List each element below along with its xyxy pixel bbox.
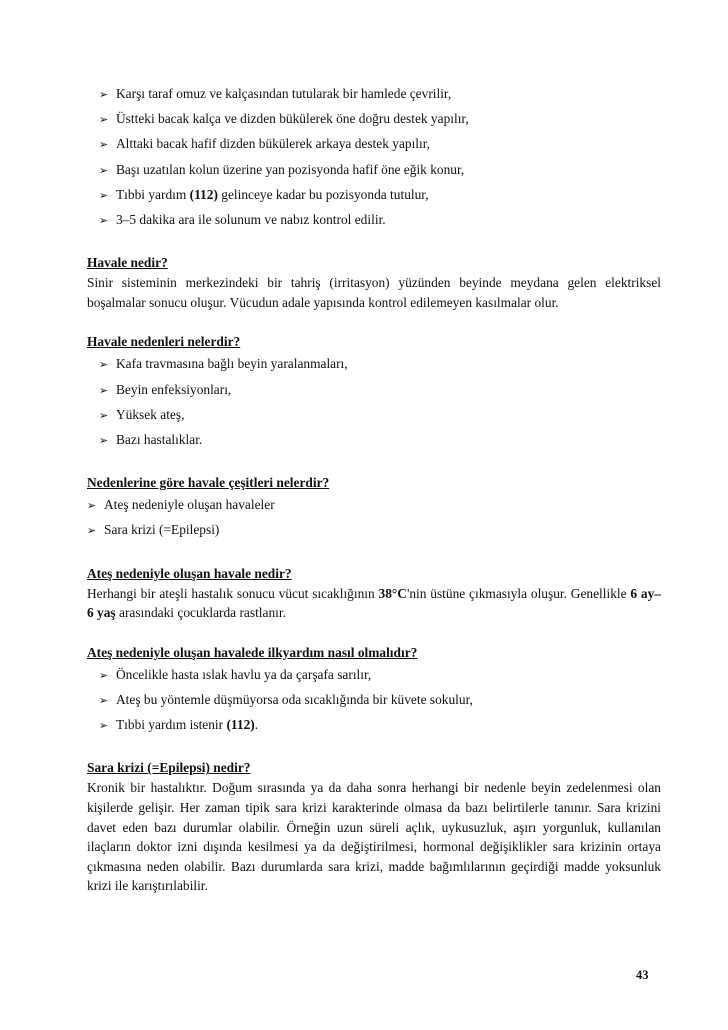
list-item: ➢ Ateş nedeniyle oluşan havaleler <box>87 493 661 518</box>
arrow-bullet-icon: ➢ <box>99 163 109 177</box>
section-heading: Nedenlerine göre havale çeşitleri nelerdir? <box>87 475 330 491</box>
list-item: ➢ Ateş bu yöntemle düşmüyorsa oda sıcaklığında bir küvete sokulur, <box>87 688 661 713</box>
paragraph: Herhangi bir ateşli hastalık sonucu vücut sıcaklığının 38°C'nin üstüne çıkmasıyla oluşur. Genellikle 6 ay–6 yaş arasındaki çocuklarda rastlanır. <box>87 585 661 621</box>
first-aid-list <box>87 663 661 739</box>
page-number: 43 <box>636 968 649 982</box>
list-item: ➢ Karşı taraf omuz ve kalçasından tutularak bir hamlede çevrilir, <box>87 82 661 107</box>
arrow-bullet-icon: ➢ <box>99 668 109 682</box>
list-item: ➢ Sara krizi (=Epilepsi) <box>87 518 661 543</box>
causes-list <box>87 352 661 453</box>
arrow-bullet-icon: ➢ <box>99 694 109 708</box>
arrow-bullet-icon: ➢ <box>99 358 109 372</box>
arrow-bullet-icon: ➢ <box>87 524 97 538</box>
paragraph: Kronik bir hastalıktır. Doğum sırasında ya da daha sonra herhangi bir nedenle beyin zedelenmesi olan kişilerde gelişir. Her zaman tipik sara krizi karakterinde olmasa da bazı belirtilerle tanınır. Sara krizini davet eden bazı durumlar olabilir. Örneğin uzun süreli açlık, uykusuzluk, aşırı yorgunluk, kullanılan ilaçların doktor izni dışında kesilmesi ya da değiştirilmesi, hormonal değişiklikler sara krizinin ortaya çıkmasına neden olabilir. Bazı durumlarda sara krizi, madde bağımlılarının geçirdiği madde yoksunluk krizi ile karıştırılabilir. <box>87 780 661 894</box>
arrow-bullet-icon: ➢ <box>99 88 109 101</box>
arrow-bullet-icon: ➢ <box>99 113 109 127</box>
list-item: ➢ Yüksek ateş, <box>87 403 661 428</box>
list-item: ➢ Beyin enfeksiyonları, <box>87 378 661 403</box>
arrow-bullet-icon: ➢ <box>87 499 97 513</box>
list-item: ➢ Üstteki bacak kalça ve dizden bükülerek öne doğru destek yapılır, <box>87 107 661 132</box>
types-list <box>87 493 661 543</box>
arrow-bullet-icon: ➢ <box>99 383 109 397</box>
list-item: ➢ Kafa travmasına bağlı beyin yaralanmaları, <box>87 352 661 377</box>
document-page <box>87 82 661 896</box>
section-heading: Sara krizi (=Epilepsi) nedir? <box>87 760 251 776</box>
paragraph: Sinir sisteminin merkezindeki bir tahriş (irritasyon) yüzünden beyinde meydana gelen elektriksel boşalmalar sonucu oluşur. Vücudun adale yapısında kontrol edilemeyen kasılmalar olur. <box>87 275 661 310</box>
arrow-bullet-icon: ➢ <box>99 408 109 422</box>
list-item: ➢ Tıbbi yardım istenir (112). <box>87 713 661 738</box>
arrow-bullet-icon: ➢ <box>99 214 109 228</box>
list-item: ➢ Tıbbi yardım (112) gelinceye kadar bu pozisyonda tutulur, <box>87 183 661 208</box>
positioning-steps-list <box>87 82 661 233</box>
arrow-bullet-icon: ➢ <box>99 138 109 152</box>
list-item: ➢ 3–5 dakika ara ile solunum ve nabız kontrol edilir. <box>87 208 661 233</box>
arrow-bullet-icon: ➢ <box>99 188 109 202</box>
arrow-bullet-icon: ➢ <box>99 434 109 448</box>
list-item: ➢ Bazı hastalıklar. <box>87 428 661 453</box>
section-heading: Havale nedenleri nelerdir? <box>87 334 241 350</box>
list-item: ➢ Başı uzatılan kolun üzerine yan pozisyonda hafif öne eğik konur, <box>87 158 661 183</box>
section-heading: Ateş nedeniyle oluşan havalede ilkyardım nasıl olmalıdır? <box>87 644 418 660</box>
list-item: ➢ Öncelikle hasta ıslak havlu ya da çarşafa sarılır, <box>87 663 661 688</box>
section-heading: Havale nedir? <box>87 255 168 271</box>
section-heading: Ateş nedeniyle oluşan havale nedir? <box>87 565 292 581</box>
list-item: ➢ Alttaki bacak hafif dizden bükülerek arkaya destek yapılır, <box>87 132 661 157</box>
arrow-bullet-icon: ➢ <box>99 719 109 733</box>
